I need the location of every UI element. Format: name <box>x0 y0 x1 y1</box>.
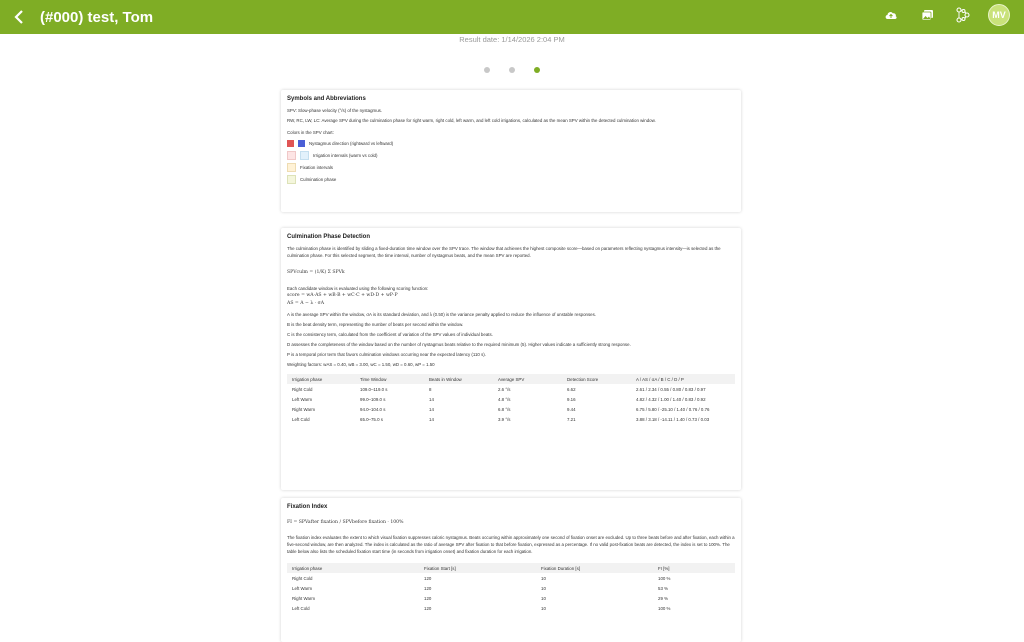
page-title: (#000) test, Tom <box>40 8 154 26</box>
network-button[interactable] <box>952 4 974 26</box>
cloud-upload-icon <box>884 9 898 21</box>
network-icon <box>955 7 971 23</box>
def-p: P is a temporal prior term that favors culmination windows occurring near the expected latency (110 s). <box>287 352 486 357</box>
column-header: Beats in Window <box>424 374 493 384</box>
legend-swatch-fixation <box>287 163 296 172</box>
fi-formula: FI = SPVafter fixation / SPVbefore fixation · 100% <box>287 520 404 525</box>
table-cell: 9.44 <box>567 406 576 412</box>
fixation-heading: Fixation Index <box>287 504 328 510</box>
table-cell: Left Warm <box>292 396 313 402</box>
page-indicator <box>0 67 1024 73</box>
legend-label: Culmination phase <box>300 176 337 182</box>
legend-swatch-red <box>287 140 294 147</box>
page-dot-1[interactable] <box>484 67 490 73</box>
column-header: Irrigation phase <box>287 563 419 573</box>
culmination-card <box>281 228 741 490</box>
table-cell: Left Warm <box>292 585 313 591</box>
page-dot-3[interactable] <box>534 67 540 73</box>
table-cell: Right Warm <box>292 406 316 412</box>
avatar: MV <box>988 4 1010 26</box>
colors-heading: Colors in the SPV chart: <box>287 130 334 135</box>
legend-swatch-culmination <box>287 175 296 184</box>
table-row <box>287 583 735 593</box>
fixation-table <box>287 563 735 613</box>
back-button[interactable] <box>4 0 34 34</box>
table-cell: 7.21 <box>567 416 576 422</box>
legend-label: Fixation intervals <box>300 164 333 170</box>
cloud-upload-button[interactable] <box>880 4 902 26</box>
table-cell: 6.62 <box>567 386 576 392</box>
app-header <box>0 0 1024 34</box>
def-d: D assesses the completeness of the window based on the number of nystagmus beats relative to the required minimum (5). Higher values indicate a sufficiently strong response. <box>287 342 631 347</box>
table-row <box>287 603 735 613</box>
table-cell: 3.88 / 3.18 / -14.11 / 1.40 / 0.73 / 0.03 <box>636 416 710 422</box>
table-cell: Right Cold <box>292 386 313 392</box>
table-cell: 6.8 °/s <box>498 406 511 412</box>
table-cell: Right Cold <box>292 575 313 581</box>
legend-swatch-blue <box>298 140 305 147</box>
column-header: FI [%] <box>653 563 735 573</box>
table-cell: 29 % <box>658 595 669 601</box>
table-header-row <box>287 374 735 384</box>
def-c: C is the consistency term, calculated from the coefficient of variation of the SPV values of individual beats. <box>287 332 493 337</box>
table-cell: 65.0–75.0 s <box>360 416 383 422</box>
table-cell: Right Warm <box>292 595 316 601</box>
page-dot-2[interactable] <box>509 67 515 73</box>
column-header: Irrigation phase <box>287 374 355 384</box>
table-cell: 14 <box>429 416 434 422</box>
def-b: B is the beat density term, representing the number of beats per second within the window. <box>287 322 464 327</box>
table-cell: 2.61 / 2.34 / 0.55 / 0.80 / 0.83 / 0.97 <box>636 386 706 392</box>
table-cell: 120 <box>424 575 432 581</box>
legend-item <box>287 173 735 185</box>
culmination-table <box>287 374 735 424</box>
table-cell: 8 <box>429 386 432 392</box>
fixation-description: The fixation index evaluates the extent to which visual fixation suppresses caloric nystagmus. Beats occurring within approximately one second of fixation onset are excluded. Up to three beats before and after fixation, each within a five-second window, are then analyzed. The index is calculated as the ratio of average SPV after fixation to that before fixation, expressed as a percentage. If no valid post-fixation beats are detected, the index is set to 100%. The table below also lists the scheduled fixation start time (in seconds from irrigation onset) and fixation duration for each irrigation. <box>287 535 735 554</box>
rw-definition: RW, RC, LW, LC: Average SPV during the culmination phase for right warm, right cold, left warm, and left cold irrigations, calculated as the mean SPV within the detected culmination window. <box>287 118 656 123</box>
table-cell: Left Cold <box>292 416 310 422</box>
symbols-card <box>281 90 741 212</box>
table-cell: 9.16 <box>567 396 576 402</box>
column-header: Fixation Start [s] <box>419 563 536 573</box>
table-cell: 120 <box>424 595 432 601</box>
table-cell: 4.8 °/s <box>498 396 511 402</box>
table-cell: 100 % <box>658 575 671 581</box>
column-header: Fixation Duration [s] <box>536 563 653 573</box>
legend-label: Irrigation intervals (warm vs cold) <box>313 152 378 158</box>
legend-item <box>287 149 735 161</box>
table-row <box>287 404 735 414</box>
culmination-intro: The culmination phase is identified by sliding a fixed-duration time window over the SPV trace. The window that achieves the highest composite score—based on parameters reflecting nystagmus intensity—is selected as the culmination phase. For this selected segment, the time interval, number of nystagmus beats, and the mean SPV are reported. <box>287 246 721 258</box>
image-stack-icon <box>921 9 934 21</box>
table-cell: 120 <box>424 585 432 591</box>
table-cell: 6.75 / 5.80 / -25.10 / 1.40 / 0.76 / 0.76 <box>636 406 710 412</box>
fixation-card <box>281 498 741 642</box>
chevron-left-icon <box>14 10 24 24</box>
table-row <box>287 573 735 583</box>
table-cell: 4.82 / 4.32 / 1.00 / 1.40 / 0.83 / 0.92 <box>636 396 706 402</box>
table-cell: 2.6 °/s <box>498 386 511 392</box>
legend-swatch-warm <box>287 151 296 160</box>
table-cell: 10 <box>541 605 546 611</box>
column-header: Detection Score <box>562 374 631 384</box>
weighting-factors: Weighting factors: wAS = 0.40, wB = 3.00, wC = 1.50, wD = 0.60, wP = 1.50 <box>287 362 435 367</box>
as-formula: AS = A − λ · σA <box>287 301 325 306</box>
culmination-heading: Culmination Phase Detection <box>287 234 371 240</box>
gallery-button[interactable] <box>916 4 938 26</box>
spv-definition: SPV: Slow-phase velocity (°/s) of the nystagmus. <box>287 108 383 113</box>
score-formula: score = wA·AS + wB·B + wC·C + wD·D + wP·P <box>287 293 398 298</box>
table-header-row <box>287 563 735 573</box>
legend-item <box>287 161 735 173</box>
user-avatar-button[interactable] <box>988 4 1010 26</box>
legend-label: Nystagmus direction (rightward vs leftward) <box>309 140 394 146</box>
table-cell: 10 <box>541 585 546 591</box>
table-cell: 14 <box>429 406 434 412</box>
table-cell: 53 % <box>658 585 669 591</box>
symbols-heading: Symbols and Abbreviations <box>287 96 366 102</box>
table-cell: 14 <box>429 396 434 402</box>
table-cell: 120 <box>424 605 432 611</box>
table-cell: 10 <box>541 575 546 581</box>
table-cell: 109.0–119.0 s <box>360 386 388 392</box>
table-row <box>287 414 735 424</box>
table-cell: 10 <box>541 595 546 601</box>
table-cell: 99.0–109.0 s <box>360 396 386 402</box>
table-cell: 3.9 °/s <box>498 416 511 422</box>
scoring-intro: Each candidate window is evaluated using the following scoring function: <box>287 286 429 291</box>
column-header: Average SPV <box>493 374 562 384</box>
def-a: A is the average SPV within the window, σA is its standard deviation, and λ (0.50) is the variance penalty applied to reduce the influence of unstable responses. <box>287 312 597 317</box>
legend-swatch-cold <box>300 151 309 160</box>
column-header: Time Window <box>355 374 424 384</box>
column-header: A / AS / σA / B / C / D / P <box>631 374 735 384</box>
table-cell: Left Cold <box>292 605 310 611</box>
table-row <box>287 593 735 603</box>
table-row <box>287 384 735 394</box>
legend-item <box>287 137 735 149</box>
table-row <box>287 394 735 404</box>
spv-culm-formula: SPVculm = (1/K) Σ SPVk <box>287 270 345 275</box>
table-cell: 94.0–104.0 s <box>360 406 386 412</box>
result-date: Result date: 1/14/2026 2:04 PM <box>459 35 565 44</box>
table-cell: 100 % <box>658 605 671 611</box>
